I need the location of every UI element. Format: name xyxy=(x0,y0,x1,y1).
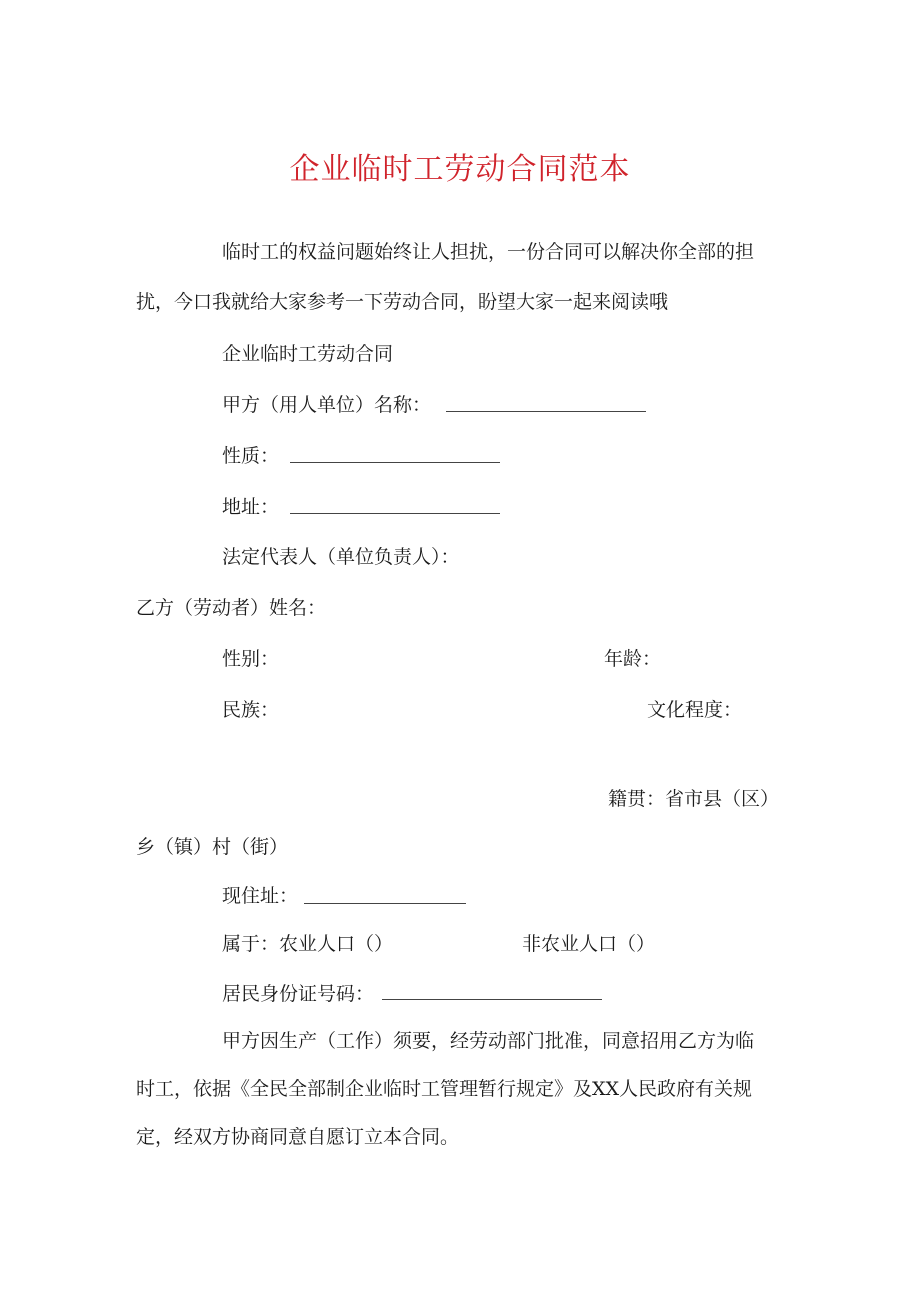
intro-line-2: 扰，今口我就给大家参考一下劳动合同，盼望大家一起来阅读哦 xyxy=(136,291,669,313)
ethnicity-label: 民族： xyxy=(222,699,280,721)
party-a-name-blank xyxy=(446,411,646,412)
nature-blank xyxy=(290,462,500,463)
gender-label: 性别： xyxy=(222,648,280,670)
non-agri-population-label: 非农业人口（） xyxy=(522,933,656,955)
agri-population-label: 属于：农业人口（） xyxy=(222,933,394,955)
current-address-blank xyxy=(304,903,466,904)
party-a-name-label: 甲方（用人单位）名称： xyxy=(222,394,432,416)
current-address-label: 现住址： xyxy=(222,885,299,907)
address-blank xyxy=(290,513,500,514)
intro-line-1: 临时工的权益问题始终让人担扰，一份合同可以解决你全部的担 xyxy=(222,241,755,263)
age-label: 年龄： xyxy=(604,648,662,670)
id-number-blank xyxy=(382,999,602,1000)
body-line-3: 定，经双方协商同意自愿订立本合同。 xyxy=(136,1126,460,1148)
address-label: 地址： xyxy=(222,496,280,518)
nature-label: 性质： xyxy=(222,445,280,467)
township-label: 乡（镇）村（街） xyxy=(136,836,289,858)
legal-rep-label: 法定代表人（单位负责人）： xyxy=(222,546,460,568)
party-b-name-label: 乙方（劳动者）姓名： xyxy=(136,597,327,619)
native-place-label: 籍贯：省市县（区） xyxy=(608,788,780,810)
document-title: 企业临时工劳动合同范本 xyxy=(289,152,631,187)
id-number-label: 居民身份证号码： xyxy=(222,983,375,1005)
contract-heading: 企业临时工劳动合同 xyxy=(222,343,394,365)
education-label: 文化程度： xyxy=(647,699,743,721)
body-line-2: 时工，依据《全民全部制企业临时工管理暂行规定》及XX人民政府有关规 xyxy=(136,1078,753,1100)
body-line-1: 甲方因生产（工作）须要，经劳动部门批准，同意招用乙方为临 xyxy=(222,1030,755,1052)
